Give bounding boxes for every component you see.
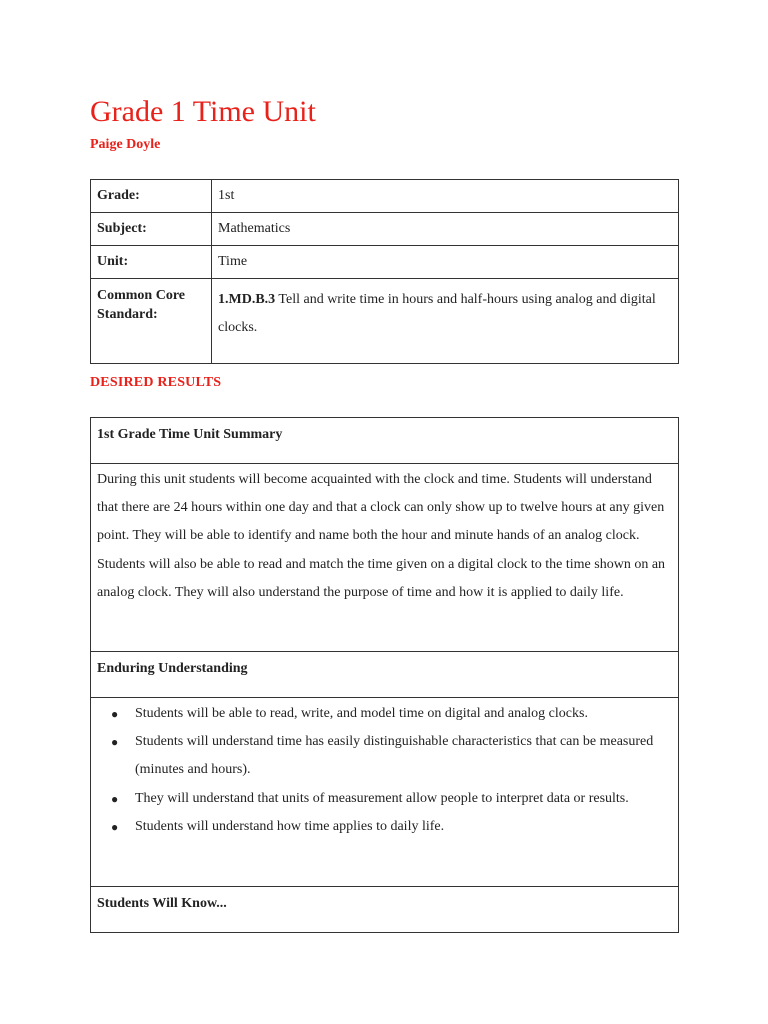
standard-value <box>212 279 679 364</box>
summary-cell <box>91 464 679 652</box>
enduring-understanding-list <box>109 700 672 841</box>
list-item-text: Students will understand how time applies to daily life. <box>135 818 445 834</box>
table-row <box>91 464 679 652</box>
table-row <box>91 652 679 698</box>
bullet-icon: ● <box>111 819 119 834</box>
enduring-understanding-heading: Enduring Understanding <box>91 652 679 698</box>
unit-label: Unit: <box>91 246 212 279</box>
unit-info-table <box>90 179 679 364</box>
table-row <box>91 279 679 364</box>
list-item <box>109 700 672 728</box>
enduring-understanding-cell <box>91 698 679 887</box>
bullet-icon: ● <box>111 707 119 721</box>
list-item <box>109 785 672 813</box>
document-author: Paige Doyle <box>90 137 161 152</box>
desired-results-table <box>90 417 679 933</box>
list-item-text: Students will understand time has easily distinguishable characteristics that can be measured (minutes and hours). <box>135 734 654 778</box>
standard-label: Common Core Standard: <box>91 279 212 364</box>
standard-text: Tell and write time in hours and half-hours using analog and digital clocks. <box>218 292 656 335</box>
bullet-icon: ● <box>111 735 119 750</box>
summary-heading: 1st Grade Time Unit Summary <box>91 418 679 464</box>
subject-value: Mathematics <box>212 213 679 246</box>
list-item <box>109 813 672 841</box>
list-item-text: They will understand that units of measurement allow people to interpret data or results. <box>135 790 629 806</box>
document-title: Grade 1 Time Unit <box>90 95 316 128</box>
list-item-text: Students will be able to read, write, and model time on digital and analog clocks. <box>135 706 588 721</box>
grade-label: Grade: <box>91 180 212 213</box>
list-item <box>109 728 672 784</box>
table-row <box>91 213 679 246</box>
table-row <box>91 180 679 213</box>
desired-results-heading: DESIRED RESULTS <box>90 375 222 390</box>
summary-text: During this unit students will become acquainted with the clock and time. Students will understand that there are 24 hours within one day and that a clock can only show up to twelve hours at any given point. They will be able to identify and name both the hour and minute hands of an analog clock. Students will also be able to read and match the time given on a digital clock to the time shown on an analog clock. They will also understand the purpose of time and how it is applied to daily life. <box>97 472 666 600</box>
table-row <box>91 698 679 887</box>
grade-value: 1st <box>212 180 679 213</box>
table-row <box>91 418 679 464</box>
standard-code: 1.MD.B.3 <box>218 292 276 307</box>
bullet-icon: ● <box>111 791 119 806</box>
subject-label: Subject: <box>91 213 212 246</box>
unit-value: Time <box>212 246 679 279</box>
students-will-know-heading: Students Will Know... <box>91 887 679 933</box>
table-row <box>91 887 679 933</box>
table-row <box>91 246 679 279</box>
